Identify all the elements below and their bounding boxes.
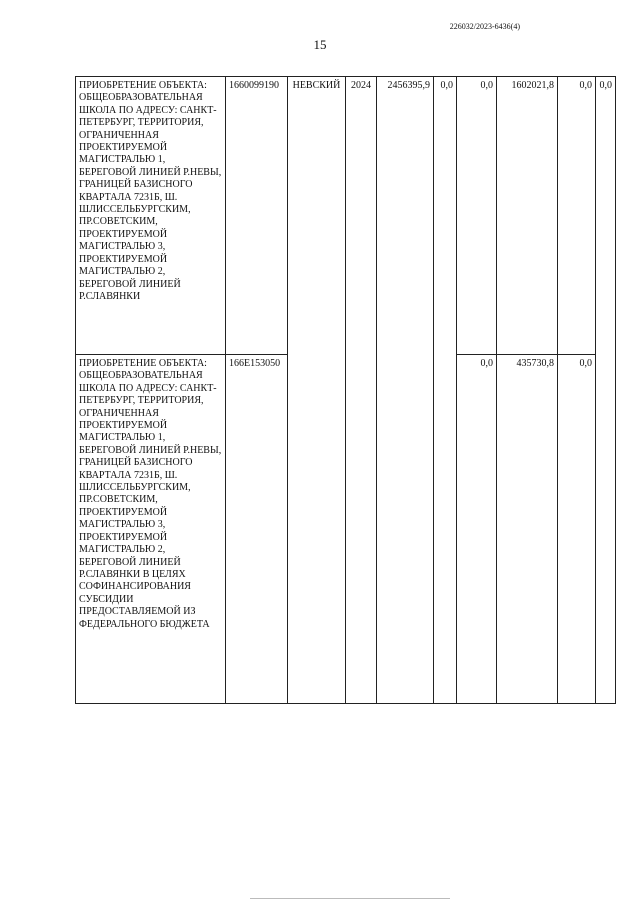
year-cell: 2024 xyxy=(346,77,377,704)
budget-table xyxy=(75,76,616,704)
object-description: ПРИОБРЕТЕНИЕ ОБЪЕКТА: ОБЩЕОБРАЗОВАТЕЛЬНАЯ ШКОЛА ПО АДРЕСУ: САНКТ-ПЕТЕРБУРГ, ТЕРРИТОРИЯ, ОГРАНИЧЕННАЯ ПРОЕКТИРУЕМОЙ МАГИСТРАЛЬЮ 1, БЕРЕГОВОЙ ЛИНИЕЙ Р.НЕВЫ, ГРАНИЦЕЙ БАЗИСНОГО КВАРТАЛА 7231Б, Ш. ШЛИССЕЛЬБУРГСКИМ, ПР.СОВЕТСКИМ, ПРОЕКТИРУЕМОЙ МАГИСТРАЛЬЮ 3, ПРОЕКТИРУЕМОЙ МАГИСТРАЛЬЮ 2, БЕРЕГОВОЙ ЛИНИЕЙ Р.СЛАВЯНКИ xyxy=(76,77,226,355)
amount-col-2: 0,0 xyxy=(457,77,497,355)
amount-col-3: 1602021,8 xyxy=(497,77,558,355)
total-amount: 2456395,9 xyxy=(377,77,434,704)
amount-col-1: 0,0 xyxy=(434,77,457,704)
object-code: 1660099190 xyxy=(226,77,288,355)
amount-col-5: 0,0 xyxy=(596,77,616,704)
table-row xyxy=(76,77,616,355)
footer-divider xyxy=(250,898,450,899)
district-cell: НЕВСКИЙ xyxy=(288,77,346,704)
amount-col-3: 435730,8 xyxy=(497,355,558,704)
amount-col-4: 0,0 xyxy=(558,77,596,355)
amount-col-2: 0,0 xyxy=(457,355,497,704)
amount-col-4: 0,0 xyxy=(558,355,596,704)
object-description: ПРИОБРЕТЕНИЕ ОБЪЕКТА: ОБЩЕОБРАЗОВАТЕЛЬНАЯ ШКОЛА ПО АДРЕСУ: САНКТ-ПЕТЕРБУРГ, ТЕРРИТОРИЯ, ОГРАНИЧЕННАЯ ПРОЕКТИРУЕМОЙ МАГИСТРАЛЬЮ 1, БЕРЕГОВОЙ ЛИНИЕЙ Р.НЕВЫ, ГРАНИЦЕЙ БАЗИСНОГО КВАРТАЛА 7231Б, Ш. ШЛИССЕЛЬБУРГСКИМ, ПР.СОВЕТСКИМ, ПРОЕКТИРУЕМОЙ МАГИСТРАЛЬЮ 3, ПРОЕКТИРУЕМОЙ МАГИСТРАЛЬЮ 2, БЕРЕГОВОЙ ЛИНИЕЙ Р.СЛАВЯНКИ В ЦЕЛЯХ СОФИНАНСИРОВАНИЯ СУБСИДИИ ПРЕДОСТАВЛЯЕМОЙ ИЗ ФЕДЕРАЛЬНОГО БЮДЖЕТА xyxy=(76,355,226,704)
page-number: 15 xyxy=(313,37,327,52)
document-reference: 226032/2023-6436(4) xyxy=(449,22,520,31)
object-code: 166Е153050 xyxy=(226,355,288,704)
